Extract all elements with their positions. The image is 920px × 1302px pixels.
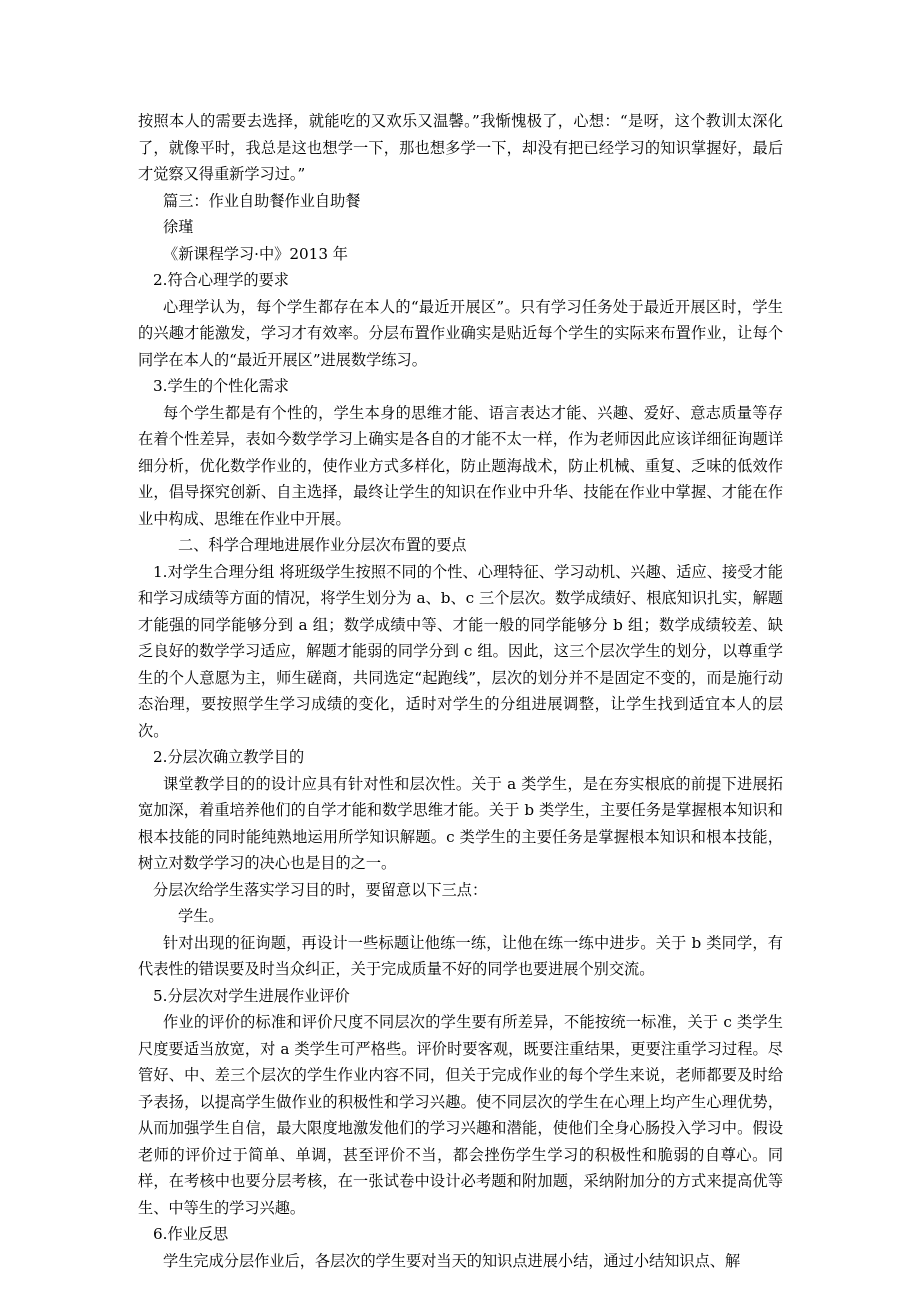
article-author: 徐瑾 [163,218,194,236]
article-title: 篇三：作业自助餐作业自助餐 [163,191,361,210]
section-heading-psychology: 2.符合心理学的要求 [153,271,289,289]
paragraph-intro-continued: 按照本人的需要去选择，就能吃的又欢乐又温馨。”我惭愧极了，心想：“是呀，这个教训太深化了，就像平时，我总是这也想学一下，那也想多学一下，却没有把已经学习的知识掌握好，最后才觉察又得重新学习过。” [138,112,783,183]
paragraph-evaluation: 作业的评价的标准和评价尺度不同层次的学生要有所差异，不能按统一标准，关于 c 类学生尺度要适当放宽，对 a 类学生可严格些。评价时要客观，既要注重结果，更要注重学习过程。尽管好、中、差三个层次的学生作业内容不同，但关于完成作业的每个学生来说，老师都要及时给予表扬，以提高学生做作业的积极性和学习兴趣。使不同层次的学生在心理上均产生心理优势，从而加强学生自信，最大限度地激发他们的学习兴趣和潜能，使他们全身心肠投入学习中。假设老师的评价过于简单、单调，甚至评价不当，都会挫伤学生学习的积极性和脆弱的自尊心。同样，在考核中也要分层考核，在一张试卷中设计必考题和附加题，采纳附加分的方式来提高优等生、中等生的学习兴趣。 [138,1013,783,1217]
paragraph-students: 学生。 [178,907,224,925]
paragraph-reflection: 学生完成分层作业后，各层次的学生要对当天的知识点进展小结，通过小结知识点、解 [163,1251,741,1270]
paragraph-psychology: 心理学认为，每个学生都存在本人的“最近开展区”。只有学习任务处于最近开展区时，学生的兴趣才能激发，学习才有效率。分层布置作业确实是贴近每个学生的实际来布置作业，让每个同学在本人的“最近开展区”进展数学练习。 [138,297,783,369]
paragraph-teaching-goals: 课堂教学目的的设计应具有针对性和层次性。关于 a 类学生，是在夯实根底的前提下进展拓宽加深，着重培养他们的自学才能和数学思维才能。关于 b 类学生，主要任务是掌握根本知识和根本技能的同时能纯熟地运用所学知识解题。c 类学生的主要任务是掌握根本知识和根本技能，树立对数学学习的决心也是目的之一。 [138,774,783,872]
section-heading-teaching-goals: 2.分层次确立教学目的 [153,748,305,766]
article-source: 《新课程学习·中》2013 年 [163,244,348,263]
section-heading-key-points: 二、科学合理地进展作业分层次布置的要点 [178,536,467,554]
paragraph-practice: 针对出现的征询题，再设计一些标题让他练一练，让他在练一练中进步。关于 b 类同学，有代表性的错误要及时当众纠正，关于完成质量不好的同学也要进展个别交流。 [138,933,783,978]
paragraph-grouping: 1.对学生合理分组 将班级学生按照不同的个性、心理特征、学习动机、兴趣、适应、接受才能和学习成绩等方面的情况，将学生划分为 a、b、c 三个层次。数学成绩好、根底知识扎实，解题才能强的同学能够分到 a 组；数学成绩中等、才能一般的同学能够分 b 组；数学成绩较差、缺乏良好的数学学习适应，解题才能弱的同学分到 c 组。因此，这三个层次学生的划分，以尊重学生的个人意愿为主，师生磋商，共同选定“起跑线”，层次的划分并不是固定不变的，而是施行动态治理，要按照学生学习成绩的变化，适时对学生的分组进展调整，让学生找到适宜本人的层次。 [138,562,783,740]
section-heading-individual-needs: 3.学生的个性化需求 [153,377,289,395]
document-page [138,108,783,1274]
paragraph-three-points: 分层次给学生落实学习目的时，要留意以下三点： [153,880,488,899]
section-heading-evaluation: 5.分层次对学生进展作业评价 [153,986,350,1005]
section-heading-reflection: 6.作业反思 [153,1225,229,1243]
paragraph-individual-needs: 每个学生都是有个性的，学生本身的思维才能、语言表达才能、兴趣、爱好、意志质量等存在着个性差异，表如今数学学习上确实是各自的才能不太一样，作为老师因此应该详细征询题详细分析，优化数学作业的，使作业方式多样化，防止题海战术，防止机械、重复、乏味的低效作业，倡导探究创新、自主选择，最终让学生的知识在作业中升华、技能在作业中掌握、才能在作业中构成、思维在作业中开展。 [138,403,783,528]
